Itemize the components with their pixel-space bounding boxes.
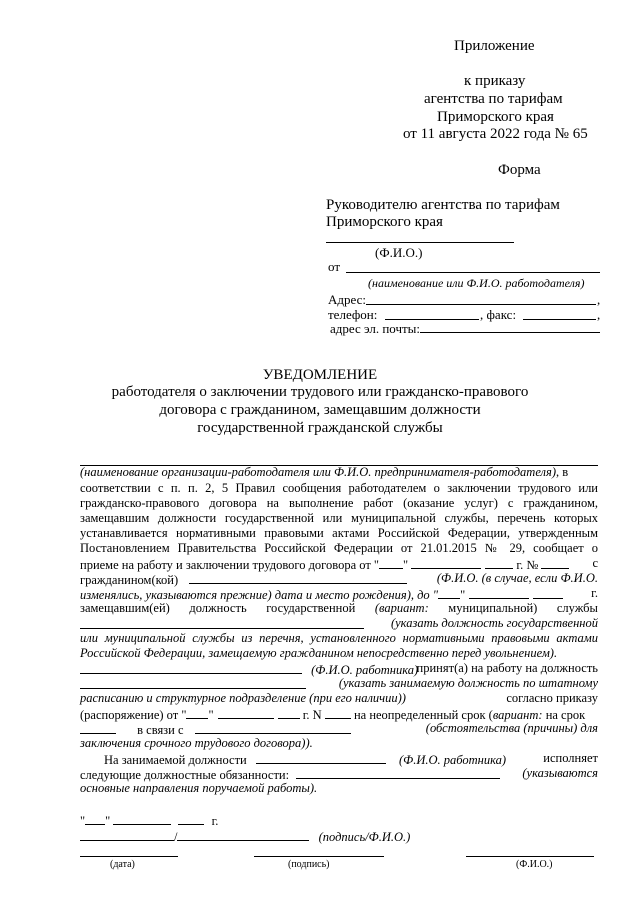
address-comma: , <box>597 292 601 307</box>
appendix-region: Приморского края <box>437 109 554 125</box>
body-line-11: (указать должность государственной <box>80 616 598 633</box>
head-fio-line <box>326 242 514 243</box>
sign-row: / (подпись/Ф.И.О.) <box>80 828 598 845</box>
body-line-15: (указать занимаемую должность по штатному <box>80 676 598 693</box>
signature-blank <box>80 828 174 841</box>
body-line-4: замещавшим должности государственной или муниципальной службы, перечень которых <box>80 511 598 525</box>
body-line-9: изменялись, указываются прежние) дата и место рождения), до " " г. <box>80 586 598 602</box>
body-line-6: Постановлением Правительства Российской Федерации от 21.01.2015 № 29, сообщает о <box>80 541 598 555</box>
address-line <box>366 304 596 305</box>
until-month-blank <box>469 586 529 599</box>
bottom-date-caption: (дата) <box>110 859 135 870</box>
body-line-20: На занимаемой должности (Ф.И.О. работника) исполняет <box>104 751 598 767</box>
fax-line <box>523 319 596 320</box>
order-month-blank <box>218 706 274 719</box>
bottom-date-line <box>80 856 178 857</box>
body-line-7: приеме на работу и заключении трудового договора от " " г. № с <box>80 556 598 572</box>
until-day-blank <box>438 586 460 599</box>
employee-fio-blank <box>80 661 302 674</box>
bottom-signature-line <box>254 856 384 857</box>
contract-year-blank <box>485 556 513 569</box>
email-label: адрес эл. почты: <box>330 321 421 336</box>
addressee-line-1: Руководителю агентства по тарифам <box>326 197 560 213</box>
body-line-13: Российской Федерации, замещаемую гражданином непосредственно перед увольнением). <box>80 646 558 660</box>
fax-label: , факс: <box>480 307 517 322</box>
bottom-fio-line <box>466 856 594 857</box>
sign-year-blank <box>178 812 204 825</box>
position-blank <box>80 616 364 629</box>
email-line <box>420 332 600 333</box>
appendix-agency: агентства по тарифам <box>424 91 563 107</box>
until-year-blank <box>533 586 563 599</box>
reason-blank <box>195 721 351 734</box>
citizen-fio-blank <box>189 571 407 584</box>
sign-date-row: " " г. <box>80 814 219 828</box>
sign-month-blank <box>113 812 171 825</box>
contract-day-blank <box>379 556 403 569</box>
body-line-17: (распоряжение) от " " г. N на неопределенный срок (вариант: на срок <box>80 708 586 722</box>
body-line-10: замещавшим(ей) должность государственной (вариант: муниципальной) службы <box>80 601 598 615</box>
appendix-order: к приказу <box>464 73 526 89</box>
order-day-blank <box>186 706 208 719</box>
fax-comma: , <box>597 307 601 322</box>
body-line-16: расписанию и структурное подразделение (при его наличии)) согласно приказу <box>80 691 598 705</box>
from-label: от <box>328 259 341 274</box>
appendix-date: от 11 августа 2022 года № 65 <box>403 126 588 142</box>
contract-number-blank <box>541 556 569 569</box>
body-line-5: устанавливается нормативными правовыми актами Российской Федерации, утвержденным <box>80 526 598 540</box>
employer-caption: (наименование или Ф.И.О. работодателя) <box>368 276 585 290</box>
body-line-1: (наименование организации-работодателя или Ф.И.О. предпринимателя-работодателя), в <box>80 465 569 479</box>
address-label: Адрес: <box>328 292 366 307</box>
job-title-blank <box>80 676 306 689</box>
addressee-line-2: Приморского края <box>326 214 443 230</box>
body-line-8: гражданином(кой) (Ф.И.О. (в случае, если Ф.И.О. <box>80 571 598 587</box>
contract-month-blank <box>411 556 481 569</box>
body-line-3: гражданско-правового договора на выполнение работ (оказание услуг) с гражданином, <box>80 496 598 510</box>
order-number-blank <box>325 706 351 719</box>
term-blank <box>80 721 116 734</box>
duties-blank <box>296 766 500 779</box>
order-year-blank <box>278 706 300 719</box>
signer-fio-blank <box>177 828 309 841</box>
sign-day-blank <box>85 812 105 825</box>
notice-subtitle-3: государственной гражданской службы <box>197 420 443 436</box>
from-line <box>346 272 600 273</box>
form-label: Форма <box>498 162 541 178</box>
body-line-14: (Ф.И.О. работника) принят(а) на работу на должность <box>80 661 598 678</box>
body-line-2: соответствии с п. п. 2, 5 Правил сообщения работодателем о заключении трудового или <box>80 481 598 495</box>
bottom-fio-caption: (Ф.И.О.) <box>516 859 553 870</box>
body-line-19: заключения срочного трудового договора)). <box>80 736 313 750</box>
notice-subtitle-2: договора с гражданином, замещавшим должности <box>159 402 481 418</box>
head-fio-caption: (Ф.И.О.) <box>375 245 423 260</box>
appendix-title: Приложение <box>454 38 535 54</box>
current-position-blank <box>256 751 386 764</box>
phone-line <box>385 319 479 320</box>
phone-label: телефон: <box>328 307 378 322</box>
notice-subtitle-1: работодателя о заключении трудового или гражданско-правового <box>111 384 529 400</box>
bottom-signature-caption: (подпись) <box>288 859 330 870</box>
body-line-18: в связи с (обстоятельства (причины) для <box>80 721 598 738</box>
notice-title: УВЕДОМЛЕНИЕ <box>262 367 378 383</box>
body-line-22: основные направления поручаемой работы). <box>80 781 318 795</box>
body-line-12: или муниципальной службы из перечня, установленного нормативными правовыми актами <box>80 631 598 645</box>
body-line-21: следующие должностные обязанности: (указываются <box>80 766 598 782</box>
